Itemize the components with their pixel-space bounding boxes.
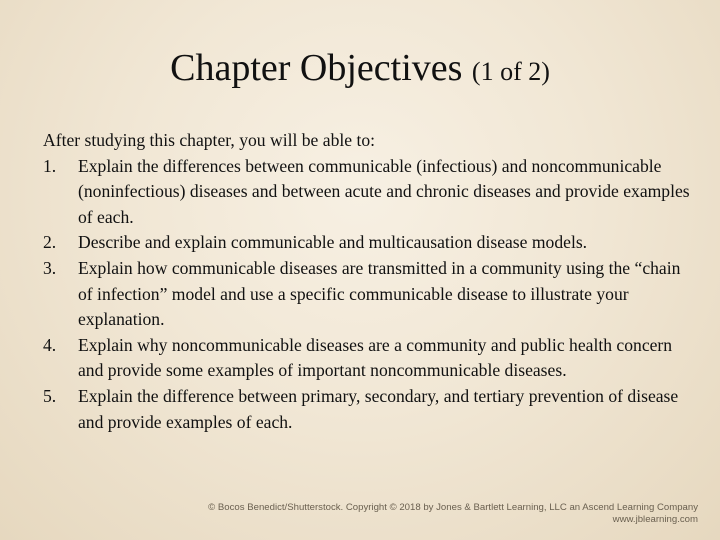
slide-title [0,44,720,96]
objective-number: 5. [43,385,57,406]
slide-body [43,128,693,435]
objective-item [43,333,693,384]
objective-text: Explain the differences between communicable (infectious) and noncommunicable (noninfectious) diseases and between acute and chronic diseases and provide examples of each. [78,155,690,227]
objective-number: 2. [43,232,57,253]
objective-text: Explain why noncommunicable diseases are a community and public health concern and provide some examples of important noncommunicable diseases. [78,334,673,381]
objective-text: Describe and explain communicable and multicausation disease models. [78,232,588,253]
objective-number: 1. [43,155,57,176]
copyright-footer [208,502,698,526]
objective-text: Explain how communicable diseases are transmitted in a community using the “chain of infection” model and use a specific communicable disease to illustrate your explanation. [78,257,681,330]
objective-item [43,154,693,231]
intro-text: After studying this chapter, you will be able to: [43,130,376,150]
objective-item [43,256,693,333]
objective-number: 3. [43,257,57,278]
objectives-list [43,154,693,436]
publisher-website: www.jblearning.com [612,514,698,525]
objective-number: 4. [43,334,57,355]
title-main: Chapter Objectives [170,47,463,89]
copyright-text: © Bocos Benedict/Shutterstock. Copyright © 2018 by Jones & Bartlett Learning, LLC an Ascend Learning Company [208,502,698,513]
objective-text: Explain the difference between primary, secondary, and tertiary prevention of disease and provide examples of each. [78,385,679,432]
objective-item [43,230,693,256]
objective-item [43,384,693,435]
title-part-indicator: (1 of 2) [471,57,550,86]
